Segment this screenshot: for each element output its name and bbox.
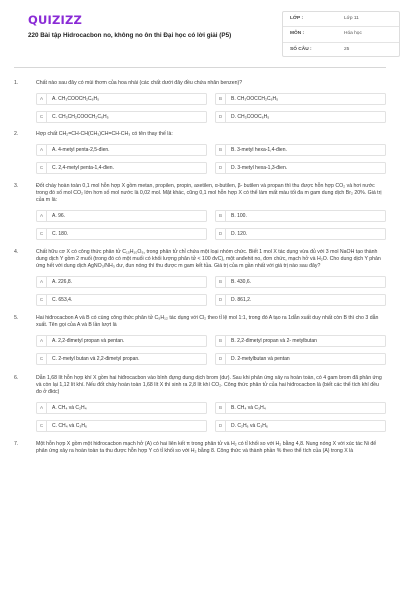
meta-label: MÔN : — [290, 31, 305, 37]
option-text: B. CH₄ và C₃H₄ — [231, 404, 266, 411]
question-number: 6. — [14, 375, 19, 382]
option-text: C. 180. — [52, 230, 69, 237]
answer-option[interactable] — [36, 228, 207, 240]
answer-option[interactable] — [36, 144, 207, 156]
option-letter: C — [37, 111, 47, 123]
option-text: D. 120. — [231, 230, 248, 237]
answer-option[interactable] — [215, 93, 386, 105]
option-text: A. CH₄ và C₂H₄ — [52, 404, 87, 411]
meta-row — [283, 12, 399, 27]
option-letter: A — [37, 210, 47, 222]
question-item — [14, 441, 386, 455]
answer-options — [36, 402, 386, 432]
option-letter: D — [216, 420, 226, 432]
question-text: Hai hiđrocacbon A và B có cùng công thức phân tử C₅H₁₂ tác dụng với Cl₂ theo tỉ lệ mol 1:1, trong đó A tạo ra 1dẫn xuất duy nhất còn B thì cho 3 dẫn xuất. Tên gọi của A và B lần lượt là — [36, 315, 379, 329]
option-text: C. 2,4-metyl penta-1,4-đien. — [52, 164, 114, 171]
option-letter: D — [216, 353, 226, 365]
option-letter: A — [37, 144, 47, 156]
option-text: B. 2,2-đimetyl propan và 2- metylbutan — [231, 337, 317, 344]
option-text: A. CH₃COOCH₂C₆H₅ — [52, 95, 100, 102]
option-letter: C — [37, 420, 47, 432]
question-number: 7. — [14, 441, 19, 448]
option-letter: C — [37, 353, 47, 365]
option-text: A. 96. — [52, 212, 66, 219]
meta-label: LỚP : — [290, 15, 304, 21]
answer-options — [36, 276, 386, 306]
option-text: A. 2,2-đimetyl propan và pentan. — [52, 337, 125, 344]
answer-option[interactable] — [36, 276, 207, 288]
question-number: 4. — [14, 249, 19, 256]
option-text: C. 653,4. — [52, 296, 73, 303]
answer-option[interactable] — [215, 228, 386, 240]
option-text: D. 3-metyl hexa-1,3-đien. — [231, 164, 288, 171]
option-text: D. 2-metylbutan và pentan — [231, 355, 290, 362]
meta-value: Lớp 11 — [344, 15, 359, 21]
option-letter: C — [37, 294, 47, 306]
meta-value: Hóa học — [344, 31, 362, 37]
answer-option[interactable] — [215, 144, 386, 156]
header — [14, 0, 386, 60]
answer-option[interactable] — [215, 111, 386, 123]
option-letter: B — [216, 276, 226, 288]
option-text: D. CH₃COOC₆H₅ — [231, 113, 270, 120]
question-number: 3. — [14, 183, 19, 190]
option-text: D. 861,2. — [231, 296, 252, 303]
answer-options — [36, 93, 386, 123]
option-letter: A — [37, 93, 47, 105]
question-item — [14, 183, 386, 240]
meta-box — [282, 11, 400, 57]
meta-value: 25 — [344, 47, 350, 52]
option-letter: C — [37, 228, 47, 240]
option-text: B. CH₃OOCCH₂C₆H₅ — [231, 95, 279, 102]
question-list — [14, 80, 386, 455]
option-text: C. 2-metyl butan và 2,2-đimetyl propan. — [52, 355, 140, 362]
option-letter: B — [216, 402, 226, 414]
quizizz-logo: QUIZIZZ — [28, 13, 83, 27]
answer-option[interactable] — [36, 353, 207, 365]
question-item — [14, 131, 386, 174]
answer-options — [36, 144, 386, 174]
option-letter: B — [216, 144, 226, 156]
option-text: C. CH₄ và C₃H₆ — [52, 422, 87, 429]
question-text: Một hỗn hợp X gồm một hiđrocacbon mạch hở (A) có hai liên kết π trong phân tử và H₂ có tỉ khối so với H₂ bằng 4,8. Nung nóng X với xúc tác Ni để phản ứng xảy ra hoàn toàn ta thu được hỗn hợp Y có tỉ khối so với H₂ bằng 8. Công thức và thành phần % theo thể tích của (A) trong X là — [36, 441, 377, 455]
meta-label: SỐ CÂU : — [290, 47, 312, 52]
option-letter: B — [216, 335, 226, 347]
option-text: A. 226,8. — [52, 278, 73, 285]
meta-row — [283, 27, 399, 42]
answer-option[interactable] — [36, 93, 207, 105]
answer-options — [36, 335, 386, 365]
question-number: 2. — [14, 131, 19, 138]
answer-option[interactable] — [215, 294, 386, 306]
question-number: 5. — [14, 315, 19, 322]
question-item — [14, 315, 386, 365]
answer-option[interactable] — [215, 353, 386, 365]
option-letter: B — [216, 93, 226, 105]
answer-option[interactable] — [36, 210, 207, 222]
question-item — [14, 375, 386, 432]
page-title: 220 Bài tập Hidrocacbon no, không no ôn thi Đại học có lời giải (P5) — [28, 32, 232, 39]
option-letter: A — [37, 402, 47, 414]
answer-option[interactable] — [36, 294, 207, 306]
answer-option[interactable] — [215, 210, 386, 222]
answer-option[interactable] — [36, 162, 207, 174]
answer-option[interactable] — [215, 162, 386, 174]
question-text: Hợp chất CH₂=CH-CH(CH₃)CH=CH-CH₃ có tên thay thế là: — [36, 131, 173, 138]
question-item — [14, 249, 386, 306]
question-text: Chất nào sau đây có mùi thơm của hoa nhài (các chất dưới đây đều chứa nhân benzen)? — [36, 80, 243, 86]
option-text: B. 100. — [231, 212, 247, 219]
question-text: Dẫn 1,68 lít hỗn hợp khí X gồm hai hiđrocacbon vào bình đựng dung dịch brom (dư). Sau khi phản ứng xảy ra hoàn toàn, có 4 gam brom đã phản ứng và còn lại 1,12 lít khí. Nếu đốt cháy hoàn toàn 1,68 lít X thì sinh ra 2,8 lít khí CO₂. Công thức phân tử của hai hiđrocacbon là (biết các thể tích khí đều đo ở đktc) — [36, 375, 382, 396]
answer-option[interactable] — [215, 402, 386, 414]
answer-option[interactable] — [36, 402, 207, 414]
option-text: B. 3-metyl hexa-1,4-đien. — [231, 146, 287, 153]
answer-option[interactable] — [215, 276, 386, 288]
option-letter: C — [37, 162, 47, 174]
option-letter: D — [216, 162, 226, 174]
answer-option[interactable] — [36, 335, 207, 347]
question-item — [14, 80, 386, 123]
option-text: C. CH₃CH₂COOCH₂C₆H₅ — [52, 113, 109, 120]
question-number: 1. — [14, 80, 19, 86]
option-letter: D — [216, 228, 226, 240]
question-text: Chất hữu cơ X có công thức phân tử C₁₅H₁₀O₆, trong phân tử chỉ chứa một loại nhóm chức. Biết 1 mol X tác dụng vừa đủ với 3 mol NaOH tạo thành dung dịch Y gồm 2 muối (trong đó có một muối có khối lượng phân tử < 100 đvC), một anđehit no, đơn chức, mạch hở và H₂O. Cho dung dịch Y phản ứng hết với dung dịch AgNO₃/NH₃ dư, đun nóng thì thu được m gam kết tủa. Giá trị của m gần nhất với giá trị nào sau đây? — [36, 249, 381, 270]
header-divider — [14, 67, 386, 68]
option-letter: A — [37, 335, 47, 347]
answer-option[interactable] — [36, 111, 207, 123]
option-letter: B — [216, 210, 226, 222]
answer-option[interactable] — [36, 420, 207, 432]
question-text: Đốt cháy hoàn toàn 0,1 mol hỗn hợp X gồm metan, propilen, propin, axetilen, α-butilen, β- butilen và propan thì thu được hỗn hợp CO₂ và hơi nước trong đó số mol CO₂ lớn hơn số mol nước là 0,02 mol. Mặt khác, cũng 0,1 mol hỗn hợp X có thể làm mất màu tối đa m gam dung dịch Br₂ 20%. Giá trị của m là: — [36, 183, 382, 204]
answer-options — [36, 210, 386, 240]
answer-option[interactable] — [215, 335, 386, 347]
option-text: B. 430,6. — [231, 278, 252, 285]
option-text: D. C₂H₆ và C₃H₆ — [231, 422, 268, 429]
answer-option[interactable] — [215, 420, 386, 432]
option-letter: A — [37, 276, 47, 288]
option-letter: D — [216, 111, 226, 123]
option-letter: D — [216, 294, 226, 306]
meta-row — [283, 43, 399, 58]
option-text: A. 4-metyl penta-2,5-đien. — [52, 146, 110, 153]
